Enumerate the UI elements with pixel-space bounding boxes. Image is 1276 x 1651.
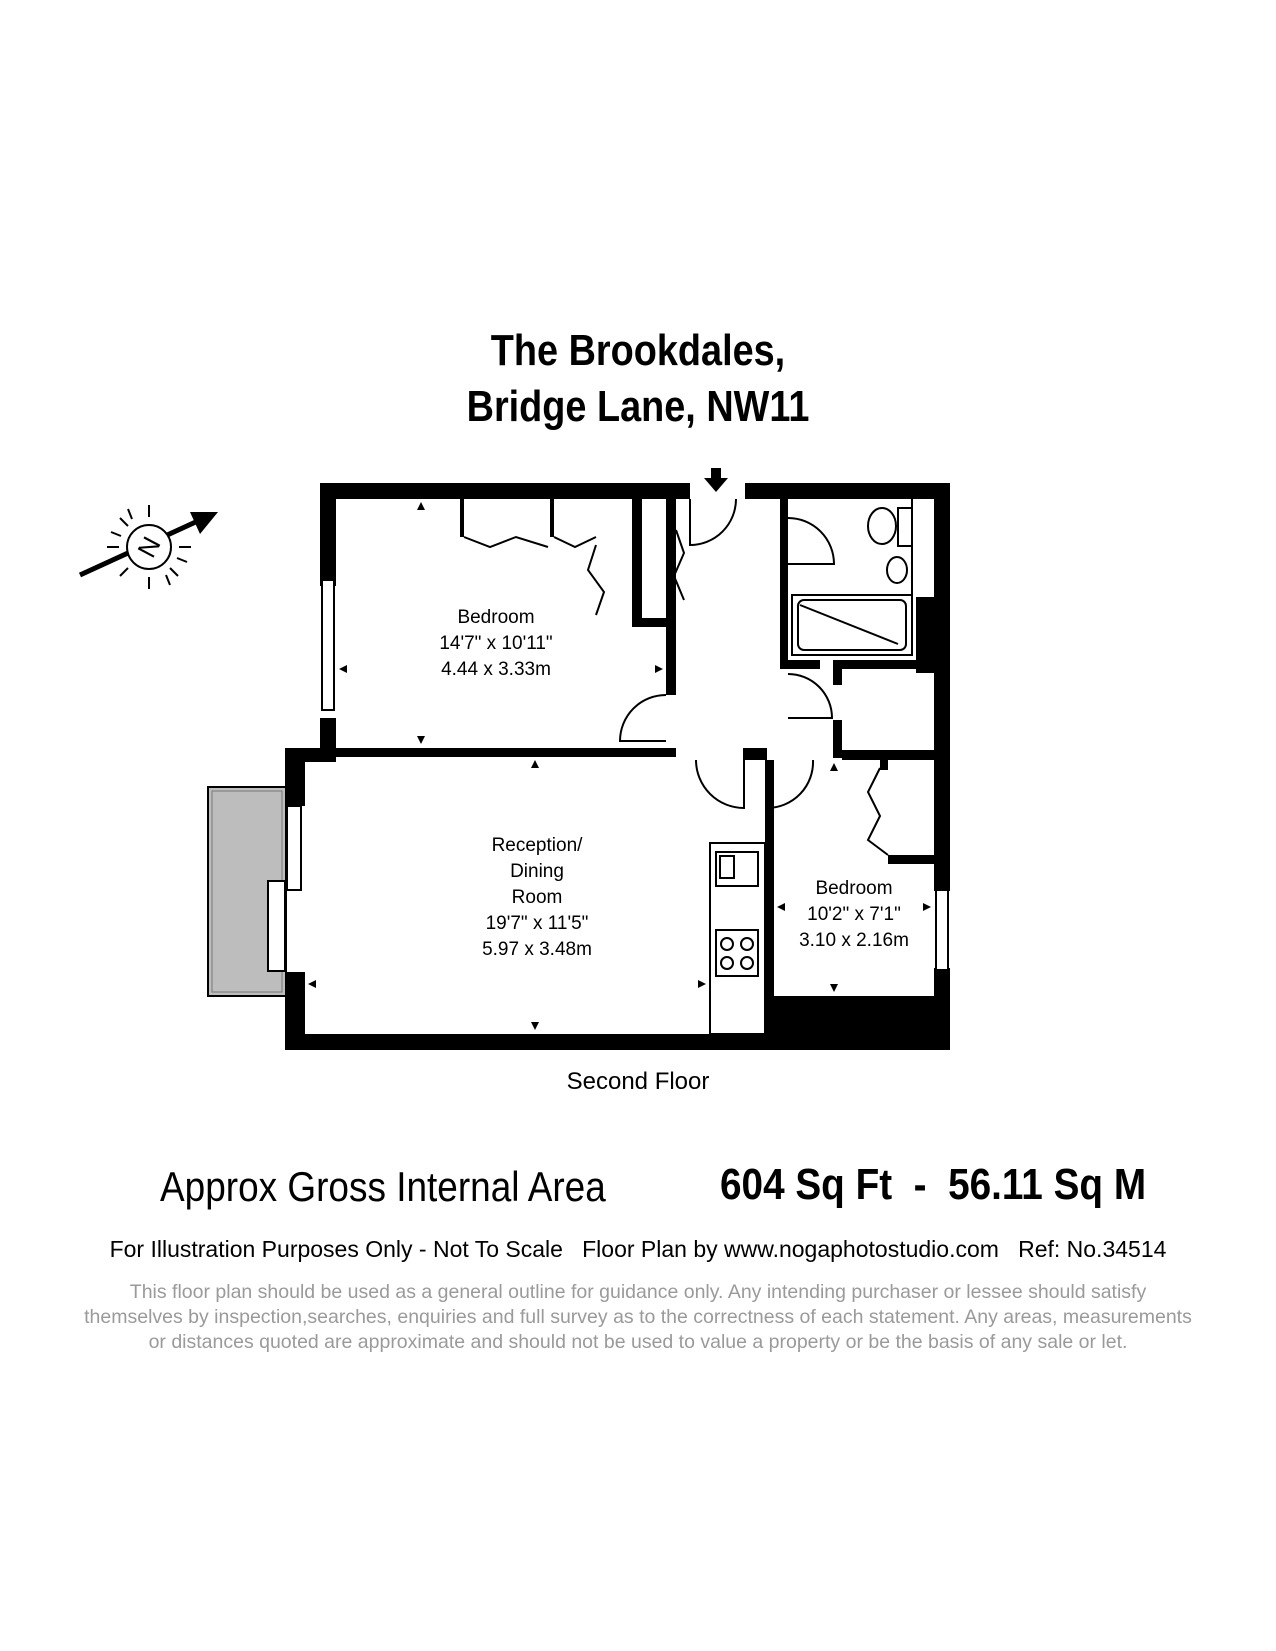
inner-walls	[336, 499, 950, 1036]
room-label-reception	[482, 835, 592, 960]
area-label: Approx Gross Internal Area	[160, 1163, 606, 1210]
bedroom1-metric: 4.44 x 3.33m	[441, 659, 551, 680]
floor-label: Second Floor	[566, 1068, 710, 1095]
reception-imperial: 19'7" x 11'5"	[485, 913, 589, 934]
disclaimer-line2: themselves by inspection,searches, enquiries and full survey as to the correctness of each statement. Any areas, measurements	[84, 1306, 1192, 1328]
reception-name-line2: Dining	[510, 861, 564, 882]
bedroom2-imperial: 10'2" x 7'1"	[807, 904, 901, 925]
area-value: 604 Sq Ft - 56.11 Sq M	[720, 1160, 1147, 1209]
illustration-info-line: For Illustration Purposes Only - Not To Scale Floor Plan by www.nogaphotostudio.com Ref: No.34514	[109, 1236, 1167, 1262]
room-label-bedroom2	[799, 878, 909, 951]
bedroom2-name: Bedroom	[815, 878, 893, 899]
compass-north-label: N	[131, 531, 167, 563]
compass-icon	[80, 505, 218, 589]
kitchen-counter	[710, 843, 765, 1034]
room-label-bedroom1	[439, 607, 552, 680]
disclaimer-line3: or distances quoted are approximate and should not be used to value a property or be the basis of any sale or let.	[148, 1331, 1128, 1353]
outer-walls	[285, 483, 950, 1050]
property-title-line2: Bridge Lane, NW11	[466, 382, 810, 431]
bedroom2-metric: 3.10 x 2.16m	[799, 930, 909, 951]
entrance-arrow-icon	[704, 468, 728, 492]
property-title-line1: The Brookdales,	[490, 326, 786, 375]
reception-name-line1: Reception/	[491, 835, 583, 856]
bedroom1-name: Bedroom	[457, 607, 535, 628]
disclaimer	[40, 1280, 1236, 1355]
reception-name-line3: Room	[511, 887, 563, 908]
reception-metric: 5.97 x 3.48m	[482, 939, 592, 960]
bedroom1-imperial: 14'7" x 10'11"	[439, 633, 553, 654]
disclaimer-line1: This floor plan should be used as a general outline for guidance only. Any intending purchaser or lessee should satisfy	[129, 1281, 1147, 1303]
